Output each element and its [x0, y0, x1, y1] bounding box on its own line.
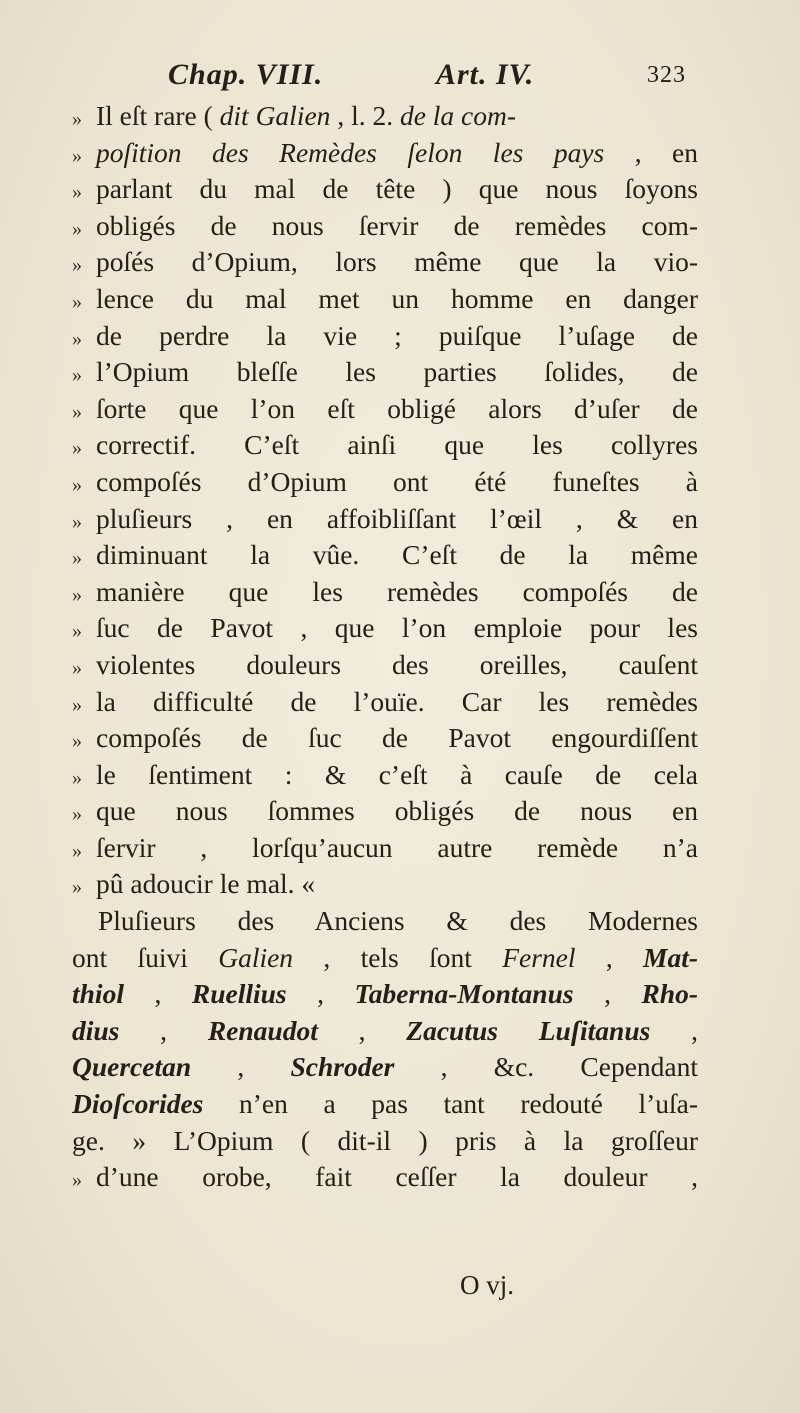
text-line [72, 244, 698, 281]
text-line [72, 464, 698, 501]
emphasized-text: Ruellius [191, 978, 287, 1010]
text-segment: pû adoucir le mal. « [96, 868, 316, 900]
emphasized-text: Taberna-Montanus [354, 978, 574, 1010]
text-segment: manière que les remèdes compoſés de [96, 575, 698, 607]
text-segment: , [286, 978, 355, 1010]
emphasized-text: de la com- [399, 100, 517, 131]
text-segment: lence du mal met un homme en danger [96, 282, 698, 314]
text-segment: pluſieurs , en affoibliſſant l’œil , & en [96, 502, 698, 534]
emphasized-text: dit Galien [219, 100, 331, 131]
text-segment: n’en a pas tant redouté l’uſa- [203, 1088, 698, 1120]
emphasized-text: dius [72, 1014, 120, 1046]
text-line [72, 866, 698, 903]
text-segment: , [123, 978, 192, 1010]
text-segment: , [317, 1014, 407, 1046]
text-segment: ge. » L’Opium ( dit-il ) pris à la groſſeur [72, 1124, 698, 1156]
text-segment: de perdre la vie ; puiſque l’uſage de [96, 319, 698, 351]
text-line [72, 574, 698, 611]
emphasized-text: Renaudot [207, 1014, 318, 1046]
emphasized-text: Dioſcorides [72, 1088, 204, 1120]
text-segment: ont ſuivi [72, 941, 219, 973]
text-segment: d’une orobe, fait ceſſer la douleur , [96, 1161, 698, 1193]
text-line [72, 757, 698, 794]
text-segment: ſuc de Pavot , que l’on emploie pour les [96, 612, 698, 644]
emphasized-text: Schroder [290, 1051, 395, 1083]
body-text [72, 98, 698, 1196]
text-segment: , [573, 978, 642, 1010]
text-line [72, 208, 698, 245]
chapter-title: Chap. VIII. [168, 58, 324, 91]
text-line [72, 354, 698, 391]
emphasized-text: Rho- [641, 978, 698, 1010]
text-segment: diminuant la vûe. C’eſt de la même [96, 539, 698, 571]
text-line [72, 281, 698, 318]
text-segment: , l. 2. [330, 100, 400, 131]
text-segment: compoſés de ſuc de Pavot engourdiſſent [96, 722, 698, 754]
text-line [72, 537, 698, 574]
emphasized-text: Fernel [502, 941, 576, 973]
text-line [72, 391, 698, 428]
text-segment: , [191, 1051, 291, 1083]
emphasized-text: Mat- [643, 941, 698, 973]
text-line [72, 647, 698, 684]
text-segment: violentes douleurs des oreilles, cauſent [96, 648, 698, 680]
text-segment: parlant du mal de tête ) que nous ſoyons [96, 173, 698, 205]
article-title: Art. IV. [435, 58, 535, 91]
text-line [72, 940, 698, 977]
text-line [72, 720, 698, 757]
text-segment: ſervir , lorſqu’aucun autre remède n’a [96, 831, 698, 863]
text-segment: Il eſt rare ( [96, 100, 220, 131]
text-segment: , [119, 1014, 208, 1046]
text-segment: le ſentiment : & c’eſt à cauſe de cela [96, 758, 698, 790]
text-segment: , [575, 941, 644, 973]
text-segment: la difficulté de l’ouïe. Car les remèdes [96, 685, 698, 717]
text-segment: ſorte que l’on eſt obligé alors d’uſer de [96, 392, 698, 424]
text-line [72, 318, 698, 355]
text-line [72, 1159, 698, 1196]
text-segment: compoſés d’Opium ont été funeſtes à [96, 465, 698, 497]
text-line [72, 1049, 698, 1086]
text-segment: l’Opium bleſſe les parties ſolides, de [96, 356, 698, 388]
text-line [72, 830, 698, 867]
emphasized-text: thiol [72, 978, 124, 1010]
text-segment: , tels ſont [293, 941, 503, 973]
text-line [72, 171, 698, 208]
emphasized-text: Quercetan [72, 1051, 192, 1083]
text-line [72, 684, 698, 721]
running-header [168, 50, 686, 100]
emphasized-text: Galien [218, 941, 294, 973]
text-segment: obligés de nous ſervir de remèdes com- [96, 209, 698, 241]
text-segment: poſés d’Opium, lors même que la vio- [96, 246, 698, 278]
text-line [72, 610, 698, 647]
emphasized-text: Zacutus Luſitanus [406, 1014, 651, 1046]
text-line [72, 501, 698, 538]
text-line [72, 793, 698, 830]
emphasized-text: poſition des Remèdes ſelon les pays [96, 136, 605, 168]
text-line [72, 1123, 698, 1160]
page-number: 323 [646, 61, 686, 88]
text-line [72, 98, 698, 135]
text-line [72, 976, 698, 1013]
text-segment: , &c. Cependant [394, 1051, 698, 1083]
text-line [72, 1013, 698, 1050]
text-segment: correctif. C’eſt ainſi que les collyres [96, 429, 698, 461]
text-segment: , [650, 1014, 698, 1046]
signature-mark: O vj. [460, 1270, 514, 1300]
text-segment: que nous ſommes obligés de nous en [96, 795, 698, 827]
text-line [72, 903, 698, 940]
text-segment: , en [604, 136, 698, 168]
text-segment: Pluſieurs des Anciens & des Modernes [98, 905, 698, 937]
text-line [72, 427, 698, 464]
text-line [72, 1086, 698, 1123]
text-line [72, 135, 698, 172]
